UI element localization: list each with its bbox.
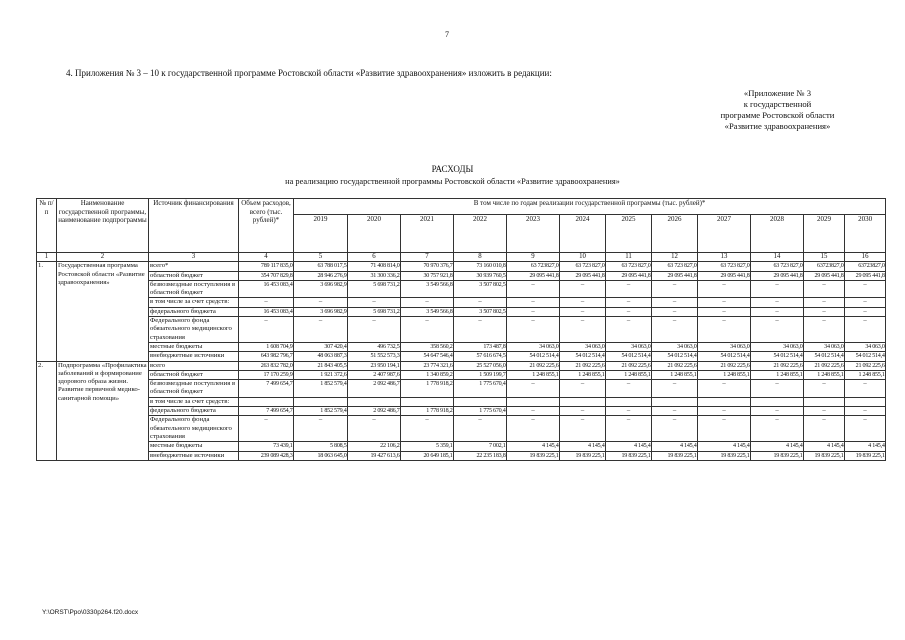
year-value-cell: 28 946 276,9 — [294, 271, 348, 280]
table-row — [37, 380, 886, 398]
year-value-cell: 1 778 918,2 — [401, 380, 454, 398]
year-value-cell: 51 552 573,3 — [348, 352, 401, 361]
year-value-cell: 7 002,1 — [454, 442, 507, 451]
year-value-cell: 19 427 613,6 — [348, 451, 401, 460]
year-value-cell: 29 095 441,8 — [606, 271, 652, 280]
table-row — [37, 451, 886, 460]
year-value-cell: 4 145,4 — [652, 442, 698, 451]
year-value-cell: 5 808,5 — [294, 442, 348, 451]
year-value-cell: 29 095 441,8 — [804, 271, 845, 280]
year-value-cell: – — [294, 298, 348, 307]
year-value-cell — [454, 397, 507, 406]
year-value-cell: – — [560, 407, 606, 416]
year-value-cell: – — [804, 380, 845, 398]
year-value-cell: – — [751, 298, 804, 307]
year-value-cell: 496 732,5 — [348, 342, 401, 351]
column-index: 1 — [37, 253, 57, 262]
year-value-cell — [698, 397, 751, 406]
year-value-cell: – — [652, 307, 698, 316]
year-value-cell: – — [560, 416, 606, 442]
year-value-cell: – — [507, 380, 560, 398]
table-row — [37, 271, 886, 280]
header-name: Наименование государственной программы, наименование подпрограммы — [57, 199, 149, 253]
year-value-cell: 54 012 514,4 — [507, 352, 560, 361]
header-year: 2022 — [454, 215, 507, 253]
year-value-cell: 34 063,0 — [698, 342, 751, 351]
year-value-cell: 34 063,0 — [507, 342, 560, 351]
header-year: 2027 — [698, 215, 751, 253]
year-value-cell: 54 012 514,4 — [652, 352, 698, 361]
year-value-cell: 20 649 185,1 — [401, 451, 454, 460]
funding-source: безвозмездные поступления в областной бюджет — [149, 280, 239, 298]
year-value-cell: 21 843 405,5 — [294, 361, 348, 370]
year-value-cell: 29 095 441,8 — [698, 271, 751, 280]
year-value-cell: 30 757 921,8 — [401, 271, 454, 280]
year-value-cell: 3 549 566,8 — [401, 307, 454, 316]
table-row — [37, 280, 886, 298]
year-value-cell: – — [751, 380, 804, 398]
year-value-cell: 63 788 017,5 — [294, 262, 348, 271]
year-value-cell: 63 723 827,0 — [698, 262, 751, 271]
year-value-cell: 34 063,0 — [804, 342, 845, 351]
year-value-cell: 54 012 514,4 — [751, 352, 804, 361]
year-value-cell: – — [804, 280, 845, 298]
program-name: Подпрограмма «Профилактика заболеваний и формирование здорового образа жизни. Развитие первичной медико-санитарной помощи» — [57, 361, 149, 460]
year-value-cell: – — [560, 298, 606, 307]
year-value-cell: – — [507, 298, 560, 307]
year-value-cell — [804, 397, 845, 406]
year-value-cell: 63 723 827,0 — [652, 262, 698, 271]
year-value-cell: 1 921 372,6 — [294, 370, 348, 379]
year-value-cell: 34 063,0 — [560, 342, 606, 351]
year-value-cell: – — [751, 407, 804, 416]
year-value-cell: 21 092 225,6 — [698, 361, 751, 370]
year-value-cell: – — [804, 407, 845, 416]
year-value-cell: 21 092 225,6 — [606, 361, 652, 370]
year-value-cell: – — [698, 307, 751, 316]
year-value-cell: – — [845, 380, 886, 398]
year-value-cell: 25 527 056,0 — [454, 361, 507, 370]
year-value-cell: – — [606, 280, 652, 298]
column-index: 8 — [454, 253, 507, 262]
column-index: 4 — [239, 253, 294, 262]
year-value-cell: – — [560, 380, 606, 398]
header-year: 2024 — [560, 215, 606, 253]
year-value-cell: 63 723 827,0 — [560, 262, 606, 271]
year-value-cell: – — [804, 307, 845, 316]
year-value-cell: 5 698 731,2 — [348, 307, 401, 316]
total-cell: 789 117 835,0 — [239, 262, 294, 271]
year-value-cell: 4 145,4 — [845, 442, 886, 451]
year-value-cell: 54 012 514,4 — [560, 352, 606, 361]
year-value-cell: 1 509 199,7 — [454, 370, 507, 379]
year-value-cell: 21 092 225,6 — [804, 361, 845, 370]
header-year: 2028 — [751, 215, 804, 253]
year-value-cell: 19 839 225,1 — [507, 451, 560, 460]
year-value-cell: 1 340 859,2 — [401, 370, 454, 379]
year-value-cell: 4 145,4 — [606, 442, 652, 451]
header-year: 2019 — [294, 215, 348, 253]
year-value-cell: 3 507 802,5 — [454, 280, 507, 298]
funding-source: внебюджетные источники — [149, 352, 239, 361]
year-value-cell: 21 092 225,6 — [751, 361, 804, 370]
column-index: 5 — [294, 253, 348, 262]
year-value-cell: 34 063,0 — [845, 342, 886, 351]
table-row — [37, 307, 886, 316]
year-value-cell: 2 092 486,7 — [348, 380, 401, 398]
year-value-cell: 1 248 855,1 — [698, 370, 751, 379]
year-value-cell: 3 549 566,8 — [401, 280, 454, 298]
year-value-cell: 5 698 731,2 — [348, 280, 401, 298]
year-value-cell: – — [652, 407, 698, 416]
year-value-cell: 21 092 225,6 — [652, 361, 698, 370]
year-value-cell: – — [294, 416, 348, 442]
appendix-line: к государственной — [743, 99, 812, 109]
year-value-cell: – — [560, 307, 606, 316]
funding-source: всего* — [149, 262, 239, 271]
year-value-cell: 34 063,0 — [751, 342, 804, 351]
year-value-cell: 358 560,2 — [401, 342, 454, 351]
year-value-cell: – — [804, 298, 845, 307]
year-value-cell: – — [698, 407, 751, 416]
year-value-cell: 1 248 855,1 — [804, 370, 845, 379]
year-value-cell: – — [606, 307, 652, 316]
year-value-cell: 54 647 546,4 — [401, 352, 454, 361]
year-value-cell: 30 939 760,5 — [454, 271, 507, 280]
column-index: 2 — [57, 253, 149, 262]
year-value-cell: 29 095 441,8 — [652, 271, 698, 280]
table-row — [37, 262, 886, 271]
table-row — [37, 361, 886, 370]
year-value-cell: 4 145,4 — [560, 442, 606, 451]
year-value-cell: 63 723827,0 — [507, 262, 560, 271]
year-value-cell: – — [560, 317, 606, 343]
year-value-cell: 34 063,0 — [652, 342, 698, 351]
year-value-cell: 3 696 982,9 — [294, 307, 348, 316]
year-value-cell: 19 839 225,1 — [751, 451, 804, 460]
year-value-cell — [348, 397, 401, 406]
year-value-cell: – — [698, 416, 751, 442]
year-value-cell: 18 063 645,0 — [294, 451, 348, 460]
header-year: 2029 — [804, 215, 845, 253]
funding-source: областной бюджет — [149, 370, 239, 379]
year-value-cell: 29 095 441,8 — [845, 271, 886, 280]
funding-source: Федерального фонда обязательного медицинского страхования — [149, 416, 239, 442]
year-value-cell: – — [804, 317, 845, 343]
total-cell: 7 499 654,7 — [239, 380, 294, 398]
year-value-cell: 307 420,4 — [294, 342, 348, 351]
year-value-cell: 1 248 855,1 — [606, 370, 652, 379]
year-value-cell: – — [652, 298, 698, 307]
header-year: 2023 — [507, 215, 560, 253]
year-value-cell: – — [751, 307, 804, 316]
year-value-cell: – — [507, 407, 560, 416]
year-value-cell: 57 616 674,5 — [454, 352, 507, 361]
total-cell: 7 499 654,7 — [239, 407, 294, 416]
year-value-cell: – — [507, 317, 560, 343]
total-cell — [239, 397, 294, 406]
year-value-cell — [751, 397, 804, 406]
year-value-cell: 23 774 321,6 — [401, 361, 454, 370]
header-no: № п/п — [37, 199, 57, 253]
year-value-cell: 1 248 855,1 — [845, 370, 886, 379]
funding-source: областной бюджет — [149, 271, 239, 280]
year-value-cell: 4 145,4 — [804, 442, 845, 451]
column-index: 13 — [698, 253, 751, 262]
table-row — [37, 298, 886, 307]
year-value-cell — [507, 397, 560, 406]
year-value-cell: – — [698, 317, 751, 343]
year-value-cell — [560, 397, 606, 406]
year-value-cell: – — [698, 380, 751, 398]
column-index: 3 — [149, 253, 239, 262]
column-index: 15 — [804, 253, 845, 262]
year-value-cell: – — [606, 298, 652, 307]
year-value-cell: 2 092 486,7 — [348, 407, 401, 416]
year-value-cell: – — [751, 317, 804, 343]
year-value-cell: – — [698, 298, 751, 307]
year-value-cell: 1 248 855,1 — [507, 370, 560, 379]
total-cell: 263 832 782,0 — [239, 361, 294, 370]
year-value-cell: 4 145,4 — [698, 442, 751, 451]
header-total: Объем расходов, всего (тыс. рублей)* — [239, 199, 294, 253]
year-value-cell: – — [845, 307, 886, 316]
funding-source: федерального бюджета — [149, 307, 239, 316]
amendment-text: 4. Приложения № 3 – 10 к государственной программе Ростовской области «Развитие здравоохранения» изложить в редакции: — [66, 68, 552, 78]
year-value-cell: 1 775 670,4 — [454, 380, 507, 398]
year-value-cell: 1 852 579,4 — [294, 407, 348, 416]
year-value-cell: 70 970 376,7 — [401, 262, 454, 271]
year-value-cell — [606, 397, 652, 406]
header-source: Источник финансирования — [149, 199, 239, 253]
year-value-cell: – — [348, 317, 401, 343]
year-value-cell: – — [401, 317, 454, 343]
column-index: 7 — [401, 253, 454, 262]
column-index: 10 — [560, 253, 606, 262]
column-index: 12 — [652, 253, 698, 262]
year-value-cell: – — [348, 298, 401, 307]
year-value-cell — [845, 397, 886, 406]
header-year: 2025 — [606, 215, 652, 253]
table-subtitle: на реализацию государственной программы Ростовской области «Развитие здравоохранения» — [285, 177, 620, 186]
funding-source: безвозмездные поступления в областной бюджет — [149, 380, 239, 398]
total-cell: – — [239, 298, 294, 307]
expenses-table — [36, 198, 886, 461]
year-value-cell: 21 092 225,6 — [507, 361, 560, 370]
year-value-cell: – — [845, 280, 886, 298]
year-value-cell: 54 012 514,4 — [804, 352, 845, 361]
header-years-group: В том числе по годам реализации государственной программы (тыс. рублей)* — [294, 199, 886, 215]
table-row — [37, 397, 886, 406]
table-row — [37, 342, 886, 351]
year-value-cell: – — [652, 416, 698, 442]
total-cell: 16 453 083,4 — [239, 307, 294, 316]
year-value-cell: – — [751, 416, 804, 442]
funding-source: местные бюджеты — [149, 342, 239, 351]
table-row — [37, 407, 886, 416]
year-value-cell: 54 012 514,4 — [698, 352, 751, 361]
header-year: 2021 — [401, 215, 454, 253]
year-value-cell: – — [606, 380, 652, 398]
year-value-cell: 21 092 225,6 — [845, 361, 886, 370]
year-value-cell: 19 839 225,1 — [652, 451, 698, 460]
year-value-cell — [652, 397, 698, 406]
year-value-cell: – — [652, 380, 698, 398]
year-value-cell: – — [454, 317, 507, 343]
year-value-cell: – — [751, 280, 804, 298]
year-value-cell: 3 696 982,9 — [294, 280, 348, 298]
year-value-cell: 1 775 670,4 — [454, 407, 507, 416]
year-value-cell: 19 839 225,1 — [698, 451, 751, 460]
year-value-cell: – — [401, 298, 454, 307]
total-cell: – — [239, 416, 294, 442]
year-value-cell: – — [294, 317, 348, 343]
column-index: 9 — [507, 253, 560, 262]
total-cell: 643 982 796,7 — [239, 352, 294, 361]
year-value-cell: 22 235 183,8 — [454, 451, 507, 460]
column-index: 6 — [348, 253, 401, 262]
page-number: 7 — [445, 30, 449, 39]
year-value-cell: 19 839 225,1 — [804, 451, 845, 460]
year-value-cell — [294, 397, 348, 406]
funding-source: местные бюджеты — [149, 442, 239, 451]
year-value-cell: 29 095 441,8 — [560, 271, 606, 280]
year-value-cell: 48 063 887,3 — [294, 352, 348, 361]
funding-source: внебюджетные источники — [149, 451, 239, 460]
year-value-cell: 71 408 814,0 — [348, 262, 401, 271]
funding-source: в том числе за счет средств: — [149, 298, 239, 307]
year-value-cell: 63723827,0 — [804, 262, 845, 271]
funding-source: всего — [149, 361, 239, 370]
appendix-caption — [690, 88, 865, 132]
column-index: 16 — [845, 253, 886, 262]
table-row — [37, 317, 886, 343]
total-cell: 1 608 704,9 — [239, 342, 294, 351]
table-title: РАСХОДЫ — [431, 164, 474, 174]
table-row — [37, 352, 886, 361]
year-value-cell: 1 248 855,1 — [652, 370, 698, 379]
year-value-cell: – — [652, 280, 698, 298]
year-value-cell: – — [845, 317, 886, 343]
year-value-cell: 4 145,4 — [751, 442, 804, 451]
year-value-cell: 21 092 225,6 — [560, 361, 606, 370]
year-value-cell: 31 300 336,2 — [348, 271, 401, 280]
column-index: 14 — [751, 253, 804, 262]
total-cell: 73 439,1 — [239, 442, 294, 451]
year-value-cell: 54 012 514,4 — [606, 352, 652, 361]
total-cell: 354 707 829,8 — [239, 271, 294, 280]
year-value-cell: 1 248 855,1 — [560, 370, 606, 379]
year-value-cell: – — [652, 317, 698, 343]
year-value-cell: – — [560, 280, 606, 298]
year-value-cell: – — [348, 416, 401, 442]
year-value-cell: 1 778 918,2 — [401, 407, 454, 416]
year-value-cell: 1 852 579,4 — [294, 380, 348, 398]
year-value-cell — [401, 397, 454, 406]
year-value-cell: 19 839 225,1 — [560, 451, 606, 460]
year-value-cell: – — [507, 307, 560, 316]
year-value-cell: – — [454, 416, 507, 442]
year-value-cell: 63723827,0 — [845, 262, 886, 271]
year-value-cell: 2 407 987,6 — [348, 370, 401, 379]
year-value-cell: 29 095 441,8 — [507, 271, 560, 280]
year-value-cell: – — [606, 407, 652, 416]
total-cell: 16 453 083,4 — [239, 280, 294, 298]
row-number: 2. — [37, 361, 57, 460]
year-value-cell: 19 839 225,1 — [845, 451, 886, 460]
table-row — [37, 370, 886, 379]
year-value-cell: 54 012 514,4 — [845, 352, 886, 361]
year-value-cell: 22 106,2 — [348, 442, 401, 451]
column-index: 11 — [606, 253, 652, 262]
year-value-cell: – — [606, 416, 652, 442]
appendix-line: «Развитие здравоохранения» — [724, 121, 831, 131]
year-value-cell: 5 359,1 — [401, 442, 454, 451]
year-value-cell: 4 145,4 — [507, 442, 560, 451]
year-value-cell: – — [507, 280, 560, 298]
year-value-cell: – — [401, 416, 454, 442]
file-path-footer: Y:\ORST\Ppo\0330p264.f20.docx — [42, 609, 139, 616]
total-cell: – — [239, 317, 294, 343]
table-row — [37, 416, 886, 442]
header-year: 2030 — [845, 215, 886, 253]
program-name: Государственная программа Ростовской области «Развитие здравоохранения» — [57, 262, 149, 361]
year-value-cell: 3 507 802,5 — [454, 307, 507, 316]
appendix-line: программе Ростовской области — [720, 110, 835, 120]
table-row — [37, 442, 886, 451]
year-value-cell: – — [845, 407, 886, 416]
header-year: 2020 — [348, 215, 401, 253]
total-cell: 17 170 259,9 — [239, 370, 294, 379]
funding-source: в том числе за счет средств: — [149, 397, 239, 406]
year-value-cell: 63 723 827,0 — [606, 262, 652, 271]
header-year: 2026 — [652, 215, 698, 253]
year-value-cell: 73 160 010,8 — [454, 262, 507, 271]
year-value-cell: – — [845, 298, 886, 307]
year-value-cell: 23 950 194,1 — [348, 361, 401, 370]
year-value-cell: 34 063,0 — [606, 342, 652, 351]
year-value-cell: – — [845, 416, 886, 442]
total-cell: 239 089 428,3 — [239, 451, 294, 460]
row-number: 1. — [37, 262, 57, 361]
year-value-cell: – — [804, 416, 845, 442]
year-value-cell: – — [454, 298, 507, 307]
year-value-cell: – — [507, 416, 560, 442]
funding-source: Федерального фонда обязательного медицинского страхования — [149, 317, 239, 343]
year-value-cell: 63 723 827,0 — [751, 262, 804, 271]
year-value-cell: – — [606, 317, 652, 343]
column-index-row — [37, 253, 886, 262]
funding-source: федерального бюджета — [149, 407, 239, 416]
appendix-line: «Приложение № 3 — [743, 88, 812, 98]
year-value-cell: – — [698, 280, 751, 298]
year-value-cell: 173 487,8 — [454, 342, 507, 351]
year-value-cell: 19 839 225,1 — [606, 451, 652, 460]
year-value-cell: 29 095 441,8 — [751, 271, 804, 280]
year-value-cell: 1 248 855,1 — [751, 370, 804, 379]
